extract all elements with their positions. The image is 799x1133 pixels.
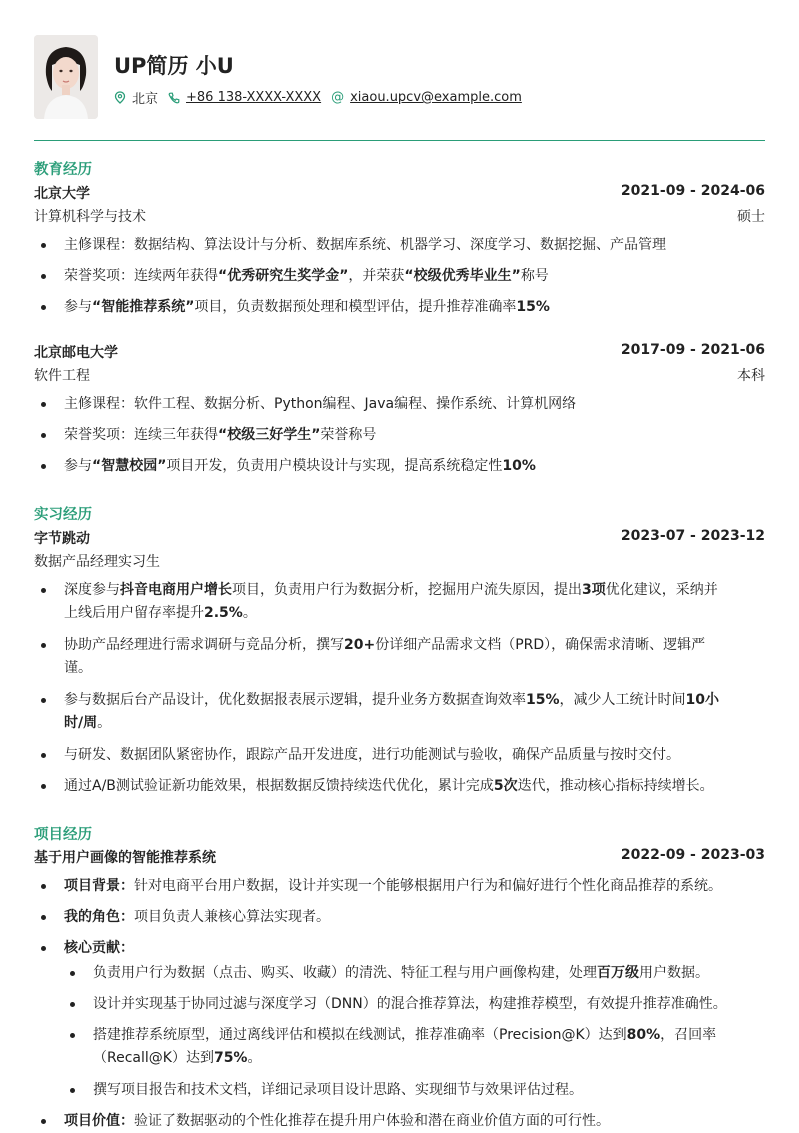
degree: 硕士 [737, 209, 765, 225]
education-dates: 2017-09 - 2021-06 [620, 342, 765, 358]
location-pin-icon [114, 91, 126, 104]
bullet-dot [41, 305, 46, 310]
email-item[interactable] [331, 90, 522, 105]
education-dates: 2021-09 - 2024-06 [620, 183, 765, 199]
contact-row [114, 88, 532, 107]
avatar [34, 35, 98, 119]
bullet-dot [41, 915, 46, 920]
bullet-dot [70, 1088, 75, 1093]
bullet-dot [41, 402, 46, 407]
internship-role: 数据产品经理实习生 [34, 554, 160, 570]
location-item [114, 88, 158, 107]
bullet-dot [41, 643, 46, 648]
bullet-dot [70, 971, 75, 976]
bullet-dot [41, 588, 46, 593]
bullet-dot [70, 1002, 75, 1007]
bullet-dot [41, 946, 46, 951]
school-name: 北京邮电大学 [34, 345, 118, 361]
bullet-dot [41, 243, 46, 248]
bullet-dot [41, 464, 46, 469]
phone-link[interactable]: +86 138-XXXX-XXXX [186, 90, 322, 105]
company-name: 字节跳动 [34, 531, 90, 547]
bullet-dot [41, 884, 46, 889]
location-text: 北京 [132, 92, 159, 107]
bullet-dot [41, 274, 46, 279]
resume-header [34, 0, 765, 141]
degree: 本科 [737, 368, 765, 384]
major: 计算机科学与技术 [34, 209, 146, 225]
at-sign-icon: @ [331, 90, 345, 105]
bullet-dot [70, 1033, 75, 1038]
email-link[interactable]: xiaou.upcv@example.com [350, 90, 522, 105]
section-title-internship: 实习经历 [34, 507, 92, 523]
bullet-dot [41, 753, 46, 758]
candidate-name: UP简历 小U [114, 54, 234, 78]
bullet-dot [41, 784, 46, 789]
bullet-dot [41, 1119, 46, 1124]
section-title-education: 教育经历 [34, 162, 92, 178]
resume-page: UP简历 小U 北京 +86 138-XXXX-XXXX @ xiaou.upcv@example.com 教育经历 北京大学 2021-09 - 2024-06 计算机科学与技术 硕士 主修课程：数据结构、算法设计与分析、数据库系统、机器学习、深度学习、数据挖掘、产品管理 荣誉奖项：连续两年获得“优秀研究生奖学金”，并荣获“校级优秀毕业生”称号 参与“智能推荐系统”项目，负责数据预处理和模型评估，提升推荐准确率15% 北京邮电大学 2017-09 - 2021-06 软件工程 本科 主修课程：软件工程、数据分析、Python编程、Java编程、操作系统、计算机网络 荣誉奖项：连续三年获得“校级三好学生”荣誉称号 参与“智慧校园”项目开发，负责用户模块设计与实现，提高系统稳定性10% 实习经历 字节跳动 2023-07 - 2023-12 数据产品经理实习生 深度参与抖音电商用户增长项目，负责用户行为数据分析，挖掘用户流失原因，提出3项优化建议，采纳并 上线后用户留存率提升2.5%。 协助产品经理进行需求调研与竞品分析，撰写20+份详细产品需求文档（PRD），确保需求清晰、逻辑严 谨。 参与数据后台产品设计，优化数据报表展示逻辑，提升业务方数据查询效率15%，减少人工统计时间10小 时/周。 与研发、数据团队紧密协作，跟踪产品开发进度，进行功能测试与验收，确保产品质量与按时交付。 通过A/B测试验证新功能效果，根据数据反馈持续迭代优化，累计完成5次迭代，推动核心指标持续增长。 项目经历 基于用户画像的智能推荐系统 2022-09 - 2023-03 项目背景：针对电商平台用户数据，设计并实现一个能够根据用户行为和偏好进行个性化商品推荐的系统。 我的角色：项目负责人兼核心算法实现者。 核心贡献： 负责用户行为数据（点击、购买、收藏）的清洗、特征工程与用户画像构建，处理百万级用户数据。 设计并实现基于协同过滤与深度学习（DNN）的混合推荐算法，构建推荐模型，有效提升推荐准确性。 搭建推荐系统原型，通过离线评估和模拟在线测试，推荐准确率（Precision@K）达到80%，召回率 （Recall@K）达到75%。 撰写项目报告和技术文档，详细记录项目设计思路、实现细节与效果评估过程。 项目价值：验证了数据驱动的个性化推荐在提升用户体验和潜在商业价值方面的可行性。 [34, 0, 765, 141]
section-title-project: 项目经历 [34, 827, 92, 843]
phone-icon [168, 92, 180, 104]
project-name: 基于用户画像的智能推荐系统 [34, 850, 216, 866]
major: 软件工程 [34, 368, 90, 384]
bullet-dot [41, 433, 46, 438]
bullet-dot [41, 698, 46, 703]
internship-dates: 2023-07 - 2023-12 [620, 528, 765, 544]
school-name: 北京大学 [34, 186, 90, 202]
phone-item[interactable] [168, 90, 321, 105]
project-dates: 2022-09 - 2023-03 [620, 847, 765, 863]
